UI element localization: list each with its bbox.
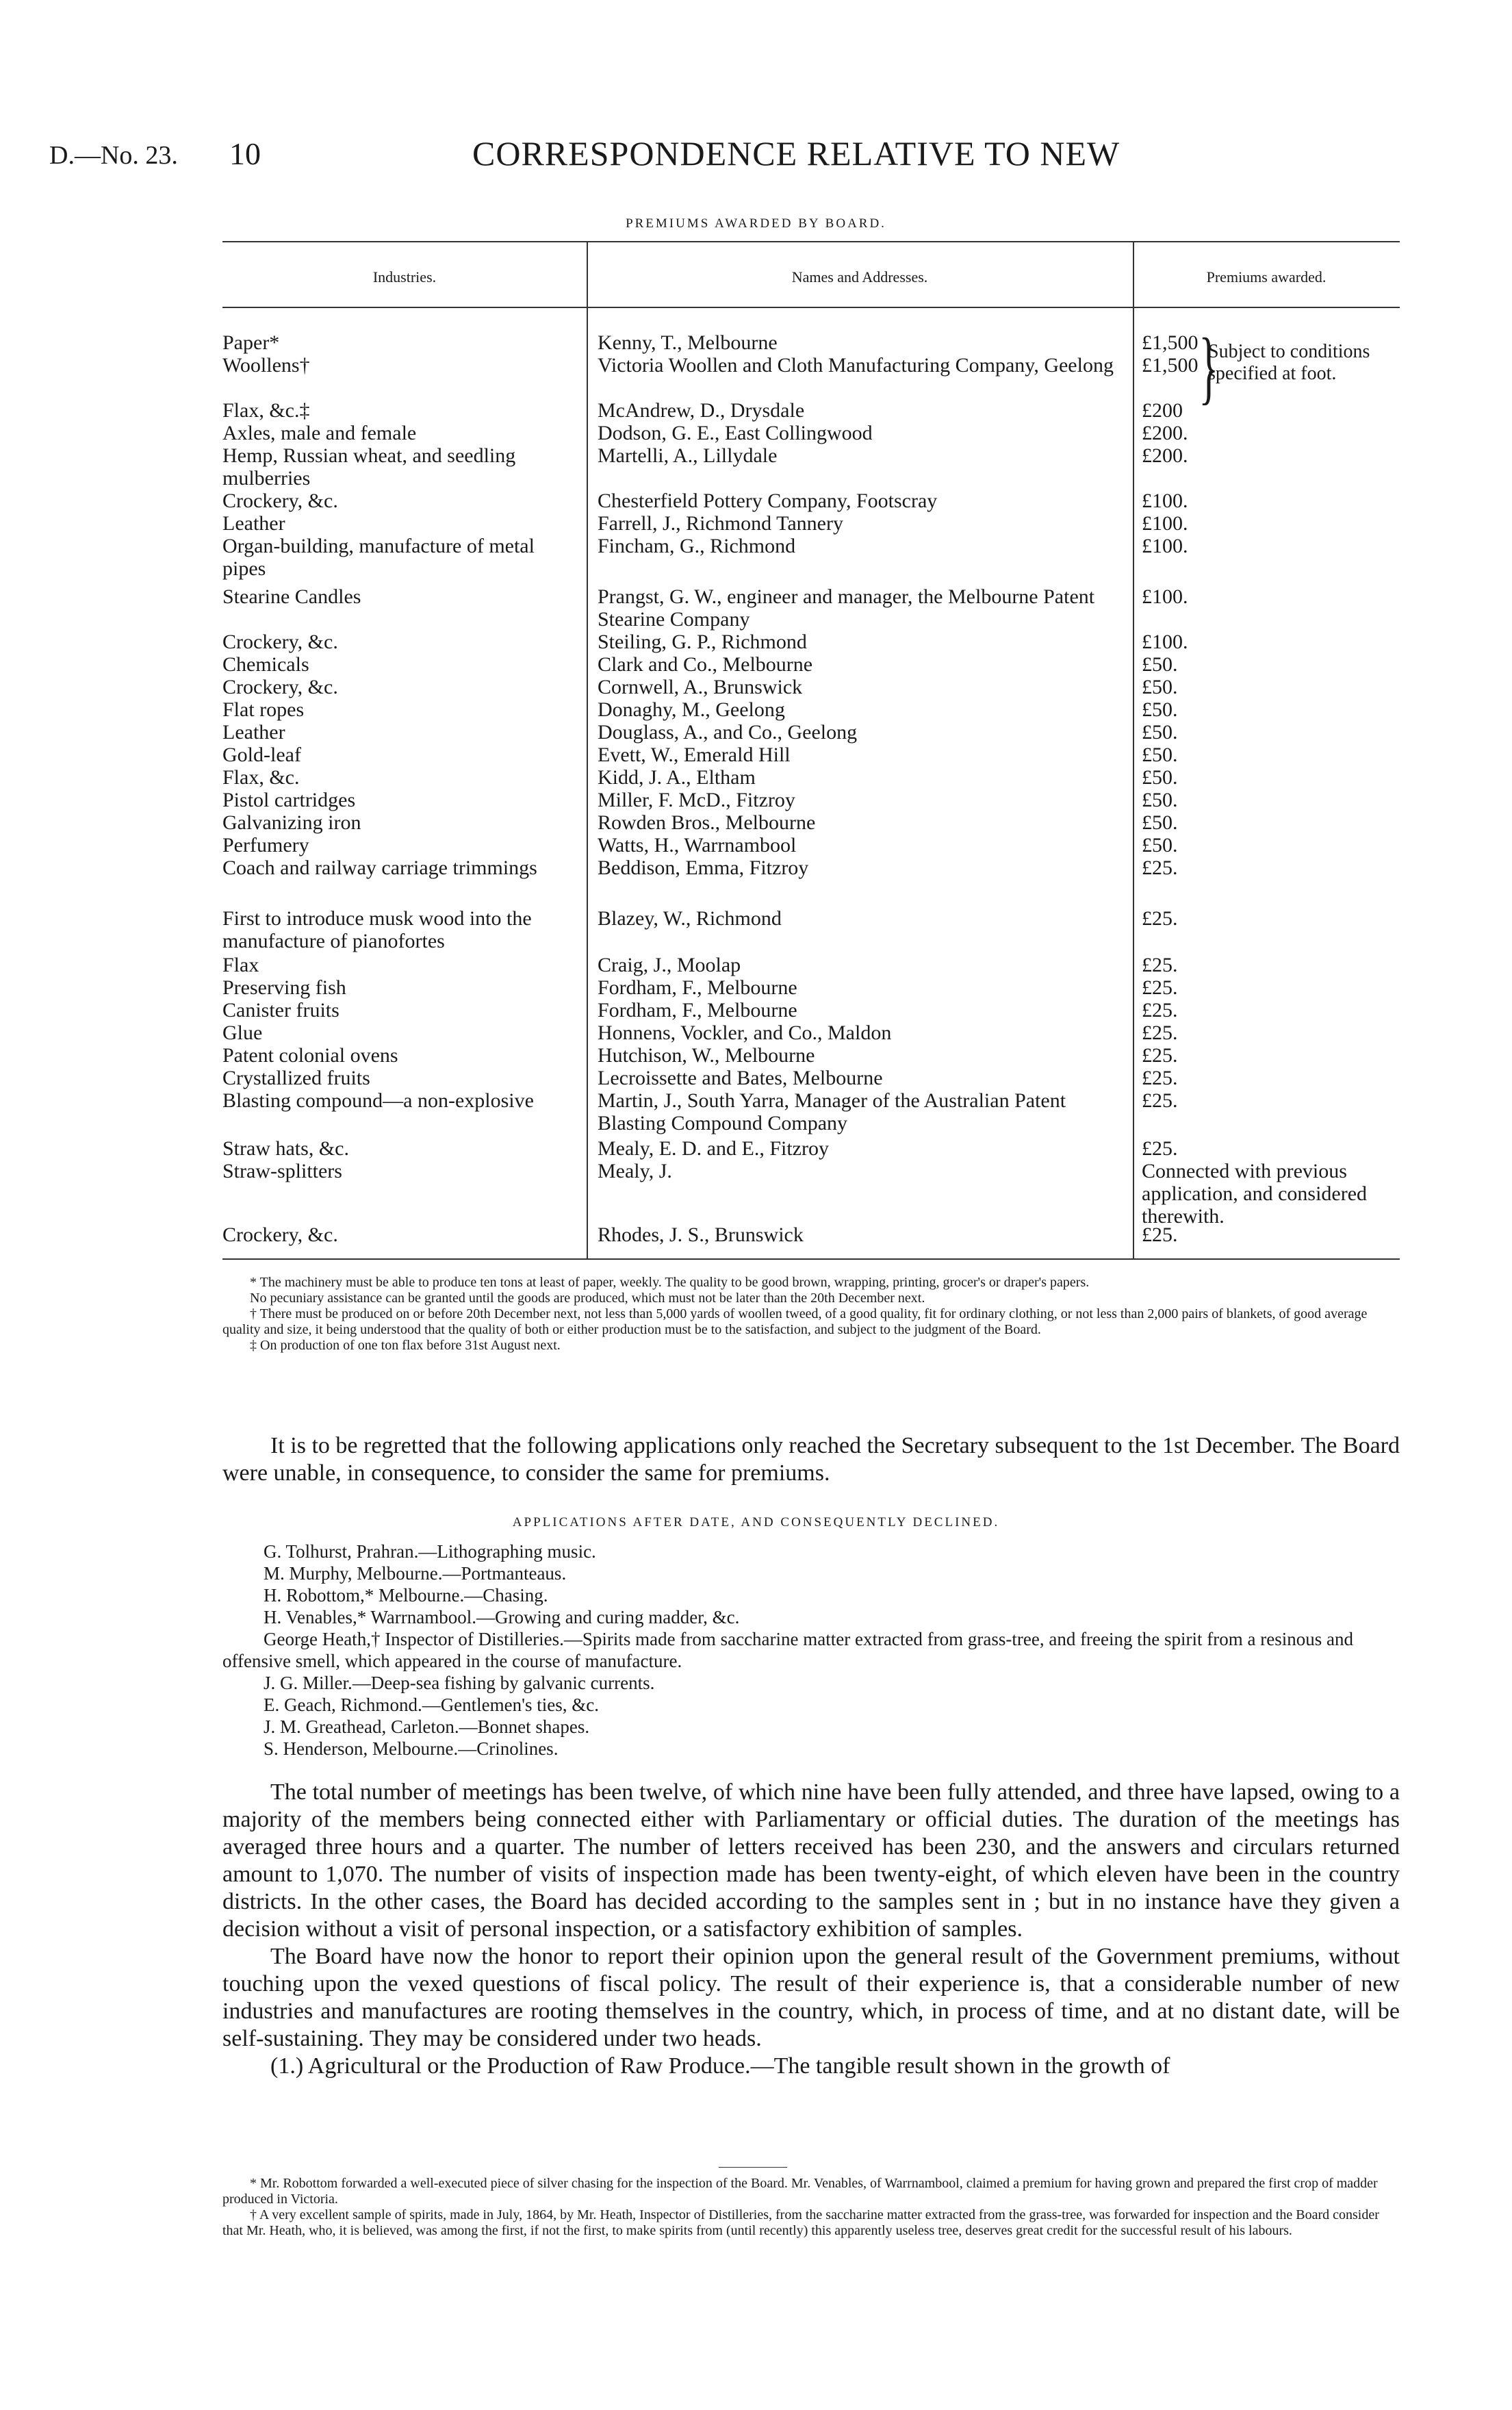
name-cell: Martelli, A., Lillydale xyxy=(598,444,778,467)
premium-cell: £25. xyxy=(1142,907,1178,930)
premium-cell: Connected with previous application, and considered therewith. xyxy=(1142,1160,1368,1228)
footnote-divider xyxy=(719,2167,787,2168)
name-cell: Lecroissette and Bates, Melbourne xyxy=(598,1067,883,1089)
name-cell: Chesterfield Pottery Company, Footscray xyxy=(598,490,938,512)
name-cell: Fordham, F., Melbourne xyxy=(598,999,797,1022)
premium-cell: £100. xyxy=(1142,585,1188,608)
premium-cell: £200. xyxy=(1142,444,1188,467)
premium-cell: £200 xyxy=(1142,399,1183,422)
premium-cell: £1,500 xyxy=(1142,331,1199,354)
industry-cell: Organ-building, manufacture of metal pipes xyxy=(222,535,535,580)
industry-cell: Preserving fish xyxy=(222,976,346,999)
industry-cell: Woollens† xyxy=(222,354,310,377)
premium-cell: £200. xyxy=(1142,422,1188,444)
paragraph-text: It is to be regretted that the following applications only reached the Secretary subsequent to the 1st December. The Board were unable, in consequence, to consider the same for premiums. xyxy=(222,1433,1400,1486)
industry-cell: Perfumery xyxy=(222,834,309,857)
body-paragraph: The total number of meetings has been twelve, of which nine have been fully attended, and three have lapsed, owing to a majority of the members being connected either with Parliamentary or official duties. The duration of the meetings has averaged three hours and a quarter. The number of letters received has been 230, and the answers and circulars returned amount to 1,070. The number of visits of inspection made has been twenty-eight, of which eleven have been in the country districts. In the other cases, the Board has decided according to the samples sent in ; but in no instance have they given a decision without a visit of personal inspection, or a satisfactory exhibition of samples. xyxy=(222,1779,1400,1942)
premium-cell: £25. xyxy=(1142,1223,1178,1246)
table-header-rule xyxy=(222,307,1400,308)
industry-cell: Chemicals xyxy=(222,653,309,676)
industry-cell: Straw hats, &c. xyxy=(222,1137,349,1160)
premium-cell: £25. xyxy=(1142,1089,1178,1112)
list-item: J. M. Greathead, Carleton.—Bonnet shapes. xyxy=(264,1716,590,1737)
list-item: George Heath,† Inspector of Distilleries.—Spirits made from saccharine matter extracted from grass-tree, and freeing the spirit from a resinous and offensive smell, which appeared in the course of manufacture. xyxy=(222,1629,1353,1671)
industry-cell: Flax xyxy=(222,954,259,976)
table-caption: PREMIUMS AWARDED BY BOARD. xyxy=(626,216,886,231)
name-cell: Cornwell, A., Brunswick xyxy=(598,676,803,698)
page-footnotes xyxy=(222,2176,1400,2239)
name-cell: Fordham, F., Melbourne xyxy=(598,976,797,999)
body-text xyxy=(222,1779,1400,2080)
name-cell: Kidd, J. A., Eltham xyxy=(598,766,756,789)
premium-cell: £100. xyxy=(1142,512,1188,535)
list-item: E. Geach, Richmond.—Gentlemen's ties, &c. xyxy=(264,1695,599,1715)
industry-cell: Crystallized fruits xyxy=(222,1067,370,1089)
industry-cell: Flax, &c.‡ xyxy=(222,399,310,422)
body-paragraph: (1.) Agricultural or the Production of Raw Produce.—The tangible result shown in the growth of xyxy=(270,2053,1170,2079)
list-item: H. Robottom,* Melbourne.—Chasing. xyxy=(264,1585,548,1606)
page-footnote: † A very excellent sample of spirits, made in July, 1864, by Mr. Heath, Inspector of Distilleries, from the saccharine matter extracted from the grass-tree, was forwarded for inspection and the Board consider that Mr. Heath, who, it is believed, was among the first, if not the first, to make spirits from (until recently) this apparently useless tree, deserves great credit for the successful result of his labours. xyxy=(222,2207,1379,2238)
name-cell: Steiling, G. P., Richmond xyxy=(598,631,807,653)
name-cell: Douglass, A., and Co., Geelong xyxy=(598,721,858,744)
name-cell: Dodson, G. E., East Collingwood xyxy=(598,422,873,444)
industry-cell: Coach and railway carriage trimmings xyxy=(222,857,537,879)
premium-cell: £100. xyxy=(1142,631,1188,653)
table-footnote: No pecuniary assistance can be granted until the goods are produced, which must not be later than the 20th December next. xyxy=(250,1291,925,1306)
declined-caption: APPLICATIONS AFTER DATE, AND CONSEQUENTLY DECLINED. xyxy=(512,1515,1000,1530)
brace-note: Subject to conditions specified at foot. xyxy=(1208,341,1370,384)
name-cell: Mealy, E. D. and E., Fitzroy xyxy=(598,1137,829,1160)
name-cell: Evett, W., Emerald Hill xyxy=(598,744,791,766)
name-cell: Victoria Woollen and Cloth Manufacturing Company, Geelong xyxy=(598,354,1114,377)
page-title: CORRESPONDENCE RELATIVE TO NEW xyxy=(472,134,1120,173)
premium-cell: £50. xyxy=(1142,698,1178,721)
industry-cell: Hemp, Russian wheat, and seedling mulberries xyxy=(222,444,516,490)
industry-cell: Leather xyxy=(222,721,285,744)
intro-paragraph xyxy=(222,1432,1400,1487)
industry-cell: Crockery, &c. xyxy=(222,676,338,698)
industry-cell: Galvanizing iron xyxy=(222,811,361,834)
name-cell: Prangst, G. W., engineer and manager, the Melbourne Patent Stearine Company xyxy=(598,585,1095,631)
industry-cell: Canister fruits xyxy=(222,999,339,1022)
industry-cell: Paper* xyxy=(222,331,280,354)
table-footnote: ‡ On production of one ton flax before 31st August next. xyxy=(250,1338,561,1353)
premium-cell: £25. xyxy=(1142,999,1178,1022)
table-footnotes xyxy=(222,1275,1400,1354)
list-item: G. Tolhurst, Prahran.—Lithographing music. xyxy=(264,1541,596,1562)
premium-cell: £50. xyxy=(1142,744,1178,766)
premium-cell: £1,500 xyxy=(1142,354,1199,377)
name-cell: Farrell, J., Richmond Tannery xyxy=(598,512,843,535)
industry-cell: Straw-splitters xyxy=(222,1160,342,1182)
industry-cell: Crockery, &c. xyxy=(222,631,338,653)
name-cell: Martin, J., South Yarra, Manager of the Australian Patent Blasting Compound Company xyxy=(598,1089,1066,1134)
brace-group xyxy=(222,321,1400,422)
name-cell: Miller, F. McD., Fitzroy xyxy=(598,789,795,811)
industry-cell: Blasting compound—a non-explosive xyxy=(222,1089,534,1112)
column-header-names: Names and Addresses. xyxy=(791,268,928,286)
table-bottom-rule xyxy=(222,1258,1400,1260)
industry-cell: Crockery, &c. xyxy=(222,1223,338,1246)
industry-cell: Patent colonial ovens xyxy=(222,1044,398,1067)
list-item: H. Venables,* Warrnambool.—Growing and curing madder, &c. xyxy=(264,1607,740,1627)
declined-list xyxy=(222,1540,1400,1760)
table-footnote: † There must be produced on or before 20th December next, not less than 5,000 yards of woollen tweed, of a good quality, fit for ordinary clothing, or not less than 2,000 pairs of blankets, of good average quality and size, it being understood that the quality of both or either production must be to the satisfaction, and subject to the judgment of the Board. xyxy=(222,1306,1368,1337)
premium-cell: £100. xyxy=(1142,535,1188,557)
name-cell: Hutchison, W., Melbourne xyxy=(598,1044,815,1067)
premium-cell: £50. xyxy=(1142,834,1178,857)
premium-cell: £50. xyxy=(1142,676,1178,698)
name-cell: Mealy, J. xyxy=(598,1160,672,1182)
name-cell: Blazey, W., Richmond xyxy=(598,907,782,930)
premium-cell: £50. xyxy=(1142,653,1178,676)
premium-cell: £25. xyxy=(1142,976,1178,999)
name-cell: Beddison, Emma, Fitzroy xyxy=(598,857,809,879)
industry-cell: Flax, &c. xyxy=(222,766,300,789)
list-item: J. G. Miller.—Deep-sea fishing by galvanic currents. xyxy=(264,1673,655,1693)
body-paragraph: The Board have now the honor to report their opinion upon the general result of the Government premiums, without touching upon the vexed questions of fiscal policy. The result of their experience is, that a considerable number of new industries and manufactures are rooting themselves in the country, which, in process of time, and at no distant date, will be self-sustaining. They may be considered under two heads. xyxy=(222,1944,1400,2051)
premium-cell: £50. xyxy=(1142,811,1178,834)
premium-cell: £25. xyxy=(1142,1137,1178,1160)
name-cell: Rowden Bros., Melbourne xyxy=(598,811,816,834)
industry-cell: First to introduce musk wood into the manufacture of pianofortes xyxy=(222,907,532,952)
name-cell: Rhodes, J. S., Brunswick xyxy=(598,1223,804,1246)
name-cell: Watts, H., Warrnambool xyxy=(598,834,797,857)
page-number: 10 xyxy=(229,136,261,171)
industry-cell: Pistol cartridges xyxy=(222,789,356,811)
column-header-premiums: Premiums awarded. xyxy=(1206,268,1327,286)
column-header-industries: Industries. xyxy=(372,268,437,286)
name-cell: McAndrew, D., Drysdale xyxy=(598,399,805,422)
premium-cell: £25. xyxy=(1142,954,1178,976)
list-item: S. Henderson, Melbourne.—Crinolines. xyxy=(264,1738,559,1759)
industry-cell: Gold-leaf xyxy=(222,744,301,766)
industry-cell: Crockery, &c. xyxy=(222,490,338,512)
name-cell: Clark and Co., Melbourne xyxy=(598,653,813,676)
name-cell: Craig, J., Moolap xyxy=(598,954,741,976)
premium-cell: £50. xyxy=(1142,789,1178,811)
name-cell: Honnens, Vockler, and Co., Maldon xyxy=(598,1022,892,1044)
name-cell: Fincham, G., Richmond xyxy=(598,535,796,557)
document-reference: D.—No. 23. xyxy=(49,141,178,170)
premium-cell: £100. xyxy=(1142,490,1188,512)
name-cell: Kenny, T., Melbourne xyxy=(598,331,778,354)
name-cell: Donaghy, M., Geelong xyxy=(598,698,785,721)
table-footnote: * The machinery must be able to produce ten tons at least of paper, weekly. The quality to be good brown, wrapping, printing, grocer's or draper's papers. xyxy=(250,1275,1090,1290)
table-top-rule xyxy=(222,241,1400,242)
list-item: M. Murphy, Melbourne.—Portmanteaus. xyxy=(264,1563,567,1584)
premium-cell: £25. xyxy=(1142,857,1178,879)
industry-cell: Glue xyxy=(222,1022,263,1044)
brace-icon: } xyxy=(1199,321,1219,412)
premium-cell: £50. xyxy=(1142,766,1178,789)
page-footnote: * Mr. Robottom forwarded a well-executed piece of silver chasing for the inspection of the Board. Mr. Venables, of Warrnambool, claimed a premium for having grown and prepared the first crop of madder produced in Victoria. xyxy=(222,2176,1378,2207)
industry-cell: Axles, male and female xyxy=(222,422,417,444)
premium-cell: £50. xyxy=(1142,721,1178,744)
industry-cell: Stearine Candles xyxy=(222,585,361,608)
premium-cell: £25. xyxy=(1142,1044,1178,1067)
premium-cell: £25. xyxy=(1142,1067,1178,1089)
industry-cell: Flat ropes xyxy=(222,698,305,721)
premium-cell: £25. xyxy=(1142,1022,1178,1044)
industry-cell: Leather xyxy=(222,512,285,535)
